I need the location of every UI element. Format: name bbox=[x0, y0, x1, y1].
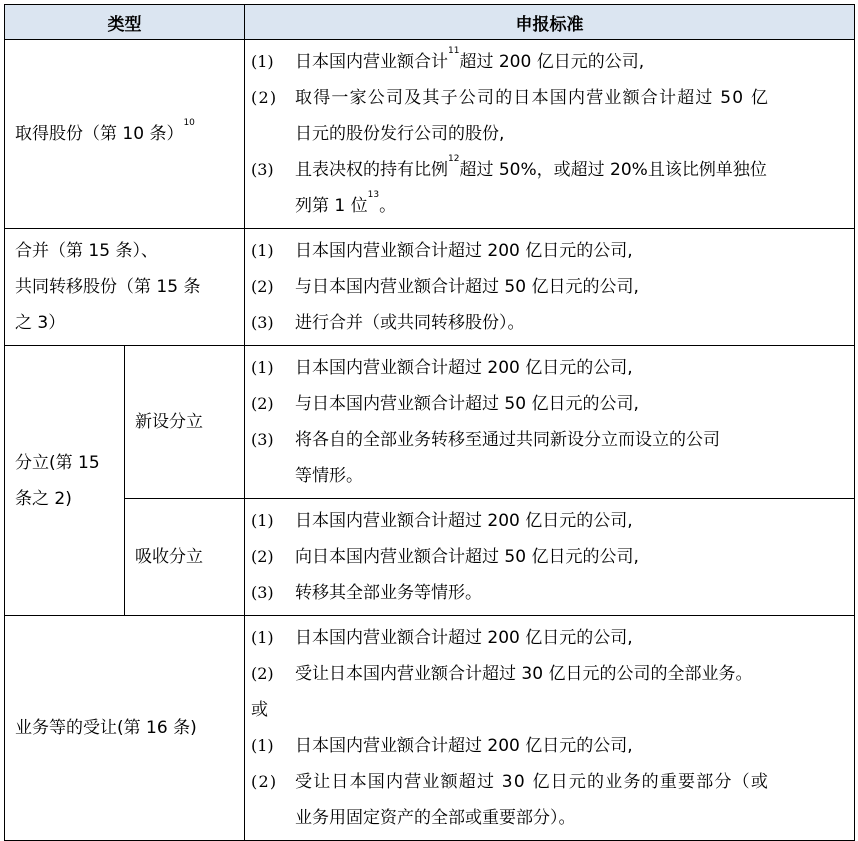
criteria-text: 等情形。 bbox=[295, 466, 363, 486]
footnote-ref: 10 bbox=[183, 118, 195, 128]
type-label: 之 3） bbox=[15, 313, 66, 333]
item-number: (2) bbox=[251, 547, 274, 566]
item-number: (2) bbox=[251, 277, 274, 296]
item-number: (1) bbox=[251, 241, 274, 260]
criteria-text: 将各自的全部业务转移至通过共同新设分立而设立的公司 bbox=[295, 430, 720, 450]
criteria-text: 超过 50%，或超过 20%且该比例单独位 bbox=[459, 160, 767, 180]
criteria-text: 受让日本国内营业额超过 30 亿日元的业务的重要部分（或 bbox=[295, 772, 770, 792]
criteria-text: 日本国内营业额合计 bbox=[295, 52, 448, 72]
criteria-text: 与日本国内营业额合计超过 50 亿日元的公司, bbox=[295, 394, 639, 414]
item-number: (1) bbox=[251, 511, 274, 530]
type-merger bbox=[5, 229, 245, 346]
row-split-absorption bbox=[5, 499, 855, 616]
type-share-acquisition bbox=[5, 40, 245, 229]
criteria-text: 日本国内营业额合计超过 200 亿日元的公司, bbox=[295, 358, 633, 378]
row-share-acquisition bbox=[5, 40, 855, 229]
criteria-text: 日本国内营业额合计超过 200 亿日元的公司, bbox=[295, 241, 633, 261]
type-label: 分立(第 15 bbox=[15, 452, 100, 473]
criteria-text: 日本国内营业额合计超过 200 亿日元的公司, bbox=[295, 736, 633, 756]
item-number: (3) bbox=[251, 160, 274, 179]
criteria-text: 与日本国内营业额合计超过 50 亿日元的公司, bbox=[295, 277, 639, 297]
header-criteria: 申报标准 bbox=[245, 5, 855, 40]
item-number: (1) bbox=[251, 358, 274, 377]
criteria-text: 转移其全部业务等情形。 bbox=[295, 583, 482, 603]
type-label: 共同转移股份（第 15 条 bbox=[15, 277, 201, 297]
type-label: 合并（第 15 条）、 bbox=[15, 241, 158, 261]
subtype-absorption-split: 吸收分立 bbox=[125, 499, 245, 616]
criteria-merger bbox=[245, 229, 855, 346]
item-number: (1) bbox=[251, 52, 274, 71]
criteria-text: 且表决权的持有比例 bbox=[295, 160, 448, 180]
criteria-text: 列第 1 位 bbox=[295, 196, 368, 216]
item-number: (1) bbox=[251, 628, 274, 647]
type-business-transfer: 业务等的受让(第 16 条) bbox=[5, 616, 245, 841]
criteria-text: 超过 200 亿日元的公司, bbox=[459, 52, 645, 72]
filing-criteria-table bbox=[4, 4, 855, 841]
item-number: (2) bbox=[251, 664, 274, 683]
criteria-new-split bbox=[245, 346, 855, 499]
criteria-share-acquisition bbox=[245, 40, 855, 229]
or-label: 或 bbox=[251, 700, 268, 720]
type-label: 条之 2) bbox=[15, 488, 72, 509]
item-number: (2) bbox=[251, 772, 278, 791]
item-number: (1) bbox=[251, 736, 274, 755]
footnote-ref: 12 bbox=[448, 154, 460, 164]
item-number: (2) bbox=[251, 88, 278, 107]
type-label: 取得股份（第 10 条） bbox=[15, 124, 184, 144]
criteria-text: 向日本国内营业额合计超过 50 亿日元的公司, bbox=[295, 547, 639, 567]
criteria-text: 日本国内营业额合计超过 200 亿日元的公司, bbox=[295, 511, 633, 531]
criteria-text: 日本国内营业额合计超过 200 亿日元的公司, bbox=[295, 628, 633, 648]
criteria-text: 业务用固定资产的全部或重要部分）。 bbox=[295, 808, 576, 828]
criteria-text: 受让日本国内营业额合计超过 30 亿日元的公司的全部业务。 bbox=[295, 664, 753, 684]
footnote-ref: 13 bbox=[367, 190, 380, 200]
row-merger bbox=[5, 229, 855, 346]
item-number: (3) bbox=[251, 313, 274, 332]
criteria-text: 。 bbox=[379, 196, 397, 216]
item-number: (3) bbox=[251, 583, 274, 602]
footnote-ref: 11 bbox=[448, 46, 460, 56]
criteria-text: 取得一家公司及其子公司的日本国内营业额合计超过 50 亿 bbox=[295, 88, 770, 108]
header-type: 类型 bbox=[5, 5, 245, 40]
header-row bbox=[5, 5, 855, 40]
item-number: (2) bbox=[251, 394, 274, 413]
criteria-text: 日元的股份发行公司的股份, bbox=[295, 124, 505, 144]
row-split-new bbox=[5, 346, 855, 499]
criteria-absorption-split bbox=[245, 499, 855, 616]
criteria-text: 进行合并（或共同转移股份）。 bbox=[295, 313, 525, 333]
item-number: (3) bbox=[251, 430, 274, 449]
subtype-new-split: 新设分立 bbox=[125, 346, 245, 499]
type-split bbox=[5, 346, 125, 616]
